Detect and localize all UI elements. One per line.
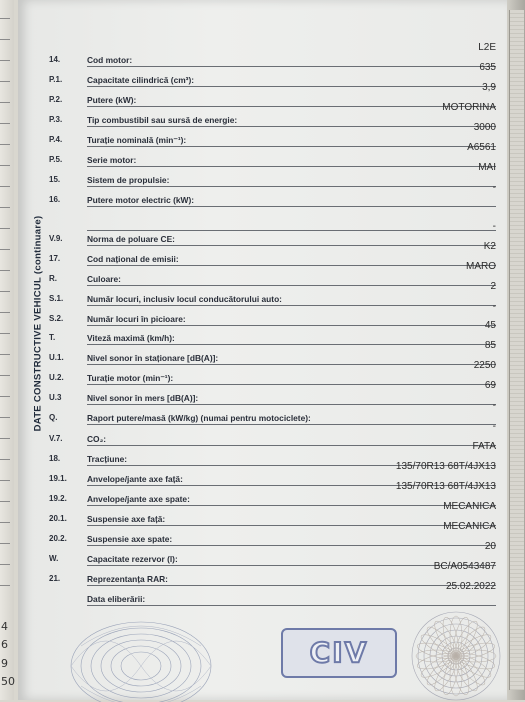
field-underline bbox=[87, 384, 496, 385]
field-code: W. bbox=[49, 554, 59, 563]
page-stack-edge bbox=[509, 10, 524, 690]
field-label: Anvelope/jante axe spate: bbox=[87, 494, 190, 504]
ruling-tick bbox=[0, 501, 10, 502]
field-label: Capacitate rezervor (l): bbox=[87, 554, 178, 564]
field-code: S.2. bbox=[49, 314, 64, 323]
margin-number: 4 bbox=[1, 620, 8, 633]
field-row bbox=[49, 340, 496, 368]
round-rosette-icon bbox=[408, 606, 504, 702]
ruling-tick bbox=[0, 249, 10, 250]
field-code: 20.2. bbox=[49, 534, 67, 543]
field-row bbox=[49, 281, 496, 309]
field-value: 45 bbox=[484, 320, 496, 331]
field-row bbox=[49, 400, 496, 428]
field-value: MAI bbox=[478, 162, 496, 173]
civ-logo-text: CIV bbox=[309, 636, 369, 669]
field-label: Anvelope/jante axe față: bbox=[87, 474, 183, 484]
field-underline bbox=[87, 404, 496, 405]
field-value: MOTORINA bbox=[442, 102, 496, 113]
field-row bbox=[49, 182, 496, 210]
field-underline bbox=[87, 445, 496, 446]
ruling-tick bbox=[0, 522, 10, 523]
field-code: 17. bbox=[49, 254, 61, 263]
ruling-tick bbox=[0, 81, 10, 82]
ruling-tick bbox=[0, 291, 10, 292]
ruling-tick bbox=[0, 375, 10, 376]
field-value: FATA bbox=[472, 441, 496, 452]
ruling-tick bbox=[0, 165, 10, 166]
field-row bbox=[49, 360, 496, 388]
field-underline bbox=[87, 585, 496, 586]
field-underline bbox=[87, 344, 496, 345]
field-value: BC/A0543487 bbox=[433, 561, 496, 572]
ruling-tick bbox=[0, 543, 10, 544]
field-row bbox=[49, 221, 496, 249]
field-label: Viteză maximă (km/h): bbox=[87, 333, 175, 343]
field-row bbox=[49, 301, 496, 329]
guilloche-rosette-icon bbox=[66, 606, 216, 702]
field-value: - bbox=[492, 182, 496, 193]
field-code: 16. bbox=[49, 195, 61, 204]
field-label: Tip combustibil sau sursă de energie: bbox=[87, 115, 238, 125]
field-row bbox=[49, 122, 496, 150]
field-value: 25.02.2022 bbox=[445, 581, 496, 592]
field-value: 635 bbox=[479, 62, 496, 73]
field-row bbox=[49, 241, 496, 269]
field-code: 19.1. bbox=[49, 474, 67, 483]
field-value: - bbox=[492, 221, 496, 232]
field-row bbox=[49, 162, 496, 190]
margin-number: 9 bbox=[1, 657, 8, 670]
ruling-tick bbox=[0, 270, 10, 271]
field-label: Raport putere/masă (kW/kg) (numai pentru motociclete): bbox=[87, 413, 311, 423]
ruling-tick bbox=[0, 585, 10, 586]
field-value: 3,9 bbox=[482, 82, 496, 93]
field-underline bbox=[87, 505, 496, 506]
field-code: V.7. bbox=[49, 434, 63, 443]
ruling-tick bbox=[0, 228, 10, 229]
left-page-ruling bbox=[0, 0, 14, 700]
field-row bbox=[49, 421, 496, 449]
field-underline bbox=[87, 545, 496, 546]
field-value: MECANICA bbox=[443, 501, 496, 512]
field-label: Turație motor (min⁻¹): bbox=[87, 373, 174, 383]
field-row bbox=[49, 380, 496, 408]
field-value: K2 bbox=[483, 241, 496, 252]
civ-logo bbox=[281, 628, 397, 678]
field-underline bbox=[87, 265, 496, 266]
field-value: MECANICA bbox=[443, 521, 496, 532]
right-page-edge bbox=[507, 0, 525, 700]
field-code: P.2. bbox=[49, 95, 63, 104]
field-underline bbox=[87, 245, 496, 246]
field-value: 135/70R13 68T/4JX13 bbox=[395, 461, 496, 472]
field-label: Putere motor electric (kW): bbox=[87, 195, 195, 205]
field-underline bbox=[87, 146, 496, 147]
field-row bbox=[49, 102, 496, 130]
document-page bbox=[18, 0, 508, 700]
field-code: 18. bbox=[49, 454, 61, 463]
field-label: Serie motor: bbox=[87, 155, 137, 165]
field-code: U.3 bbox=[49, 393, 62, 402]
field-label: Sistem de propulsie: bbox=[87, 175, 170, 185]
ruling-tick bbox=[0, 60, 10, 61]
field-code: P.1. bbox=[49, 75, 63, 84]
margin-number: 6 bbox=[1, 638, 8, 651]
field-label: Capacitate cilindrică (cm³): bbox=[87, 75, 195, 85]
security-footer bbox=[66, 602, 506, 700]
ruling-tick bbox=[0, 312, 10, 313]
field-label: Tracțiune: bbox=[87, 454, 128, 464]
ruling-tick bbox=[0, 207, 10, 208]
field-value: 69 bbox=[484, 380, 496, 391]
field-underline bbox=[87, 285, 496, 286]
field-value: 135/70R13 68T/4JX13 bbox=[395, 481, 496, 492]
field-row bbox=[49, 42, 496, 70]
field-value: L2E bbox=[478, 42, 496, 53]
field-label: Turație nominală (min⁻¹): bbox=[87, 135, 187, 145]
field-underline bbox=[87, 186, 496, 187]
field-value: - bbox=[492, 421, 496, 432]
field-row bbox=[49, 521, 496, 549]
field-code: T. bbox=[49, 333, 56, 342]
field-row bbox=[49, 541, 496, 569]
ruling-tick bbox=[0, 459, 10, 460]
field-code: U.2. bbox=[49, 373, 64, 382]
field-label: Putere (kW): bbox=[87, 95, 137, 105]
field-underline bbox=[87, 525, 496, 526]
field-row bbox=[49, 142, 496, 170]
field-row bbox=[49, 261, 496, 289]
ruling-tick bbox=[0, 186, 10, 187]
field-underline bbox=[87, 364, 496, 365]
field-code: 20.1. bbox=[49, 514, 67, 523]
field-underline bbox=[87, 66, 496, 67]
ruling-tick bbox=[0, 18, 10, 19]
field-underline bbox=[87, 166, 496, 167]
field-row bbox=[49, 62, 496, 90]
field-label: CO₂: bbox=[87, 434, 107, 444]
field-code: 15. bbox=[49, 175, 61, 184]
field-value: 85 bbox=[484, 340, 496, 351]
field-row bbox=[49, 481, 496, 509]
field-code: P.5. bbox=[49, 155, 63, 164]
field-code: V.9. bbox=[49, 234, 63, 243]
field-label: Cod motor: bbox=[87, 55, 133, 65]
field-code: P.3. bbox=[49, 115, 63, 124]
ruling-tick bbox=[0, 438, 10, 439]
field-label: Număr locuri, inclusiv locul conducătorului auto: bbox=[87, 294, 282, 304]
field-underline bbox=[87, 325, 496, 326]
ruling-tick bbox=[0, 480, 10, 481]
field-underline bbox=[87, 126, 496, 127]
field-underline bbox=[87, 206, 496, 207]
left-page-edge bbox=[0, 0, 14, 700]
field-label: Suspensie axe spate: bbox=[87, 534, 173, 544]
field-label: Reprezentanța RAR: bbox=[87, 574, 168, 584]
field-value: - bbox=[492, 301, 496, 312]
field-label: Culoare: bbox=[87, 274, 121, 284]
field-row bbox=[49, 320, 496, 348]
ruling-tick bbox=[0, 417, 10, 418]
ruling-tick bbox=[0, 564, 10, 565]
field-value: - bbox=[492, 400, 496, 411]
field-label: Suspensie axe față: bbox=[87, 514, 166, 524]
field-label: Nivel sonor în staționare [dB(A)]: bbox=[87, 353, 219, 363]
field-row bbox=[49, 501, 496, 529]
field-code: 14. bbox=[49, 55, 61, 64]
field-label: Număr locuri în picioare: bbox=[87, 314, 186, 324]
field-code: Q. bbox=[49, 413, 58, 422]
section-title: DATE CONSTRUCTIVE VEHICUL (continuare) bbox=[32, 215, 44, 432]
field-row bbox=[49, 82, 496, 110]
ruling-tick bbox=[0, 39, 10, 40]
field-underline bbox=[87, 86, 496, 87]
field-underline bbox=[87, 305, 496, 306]
field-code: 21. bbox=[49, 574, 61, 583]
field-code: 19.2. bbox=[49, 494, 67, 503]
field-value: 20 bbox=[484, 541, 496, 552]
field-label: Cod național de emisii: bbox=[87, 254, 179, 264]
field-value: 3000 bbox=[473, 122, 496, 133]
field-value: 2250 bbox=[473, 360, 496, 371]
field-label: Nivel sonor în mers [dB(A)]: bbox=[87, 393, 199, 403]
field-value: MARO bbox=[466, 261, 496, 272]
ruling-tick bbox=[0, 144, 10, 145]
field-row bbox=[49, 561, 496, 589]
field-code: P.4. bbox=[49, 135, 63, 144]
field-value: 2 bbox=[490, 281, 496, 292]
ruling-tick bbox=[0, 102, 10, 103]
field-label: Norma de poluare CE: bbox=[87, 234, 175, 244]
margin-number: 50 bbox=[1, 675, 15, 688]
field-code: R. bbox=[49, 274, 57, 283]
ruling-tick bbox=[0, 123, 10, 124]
field-value: A6561 bbox=[467, 142, 496, 153]
field-underline bbox=[87, 106, 496, 107]
field-code: U.1. bbox=[49, 353, 64, 362]
ruling-tick bbox=[0, 354, 10, 355]
field-code: S.1. bbox=[49, 294, 64, 303]
ruling-tick bbox=[0, 333, 10, 334]
field-underline bbox=[87, 424, 496, 425]
ruling-tick bbox=[0, 396, 10, 397]
field-label: Data eliberării: bbox=[87, 594, 146, 604]
